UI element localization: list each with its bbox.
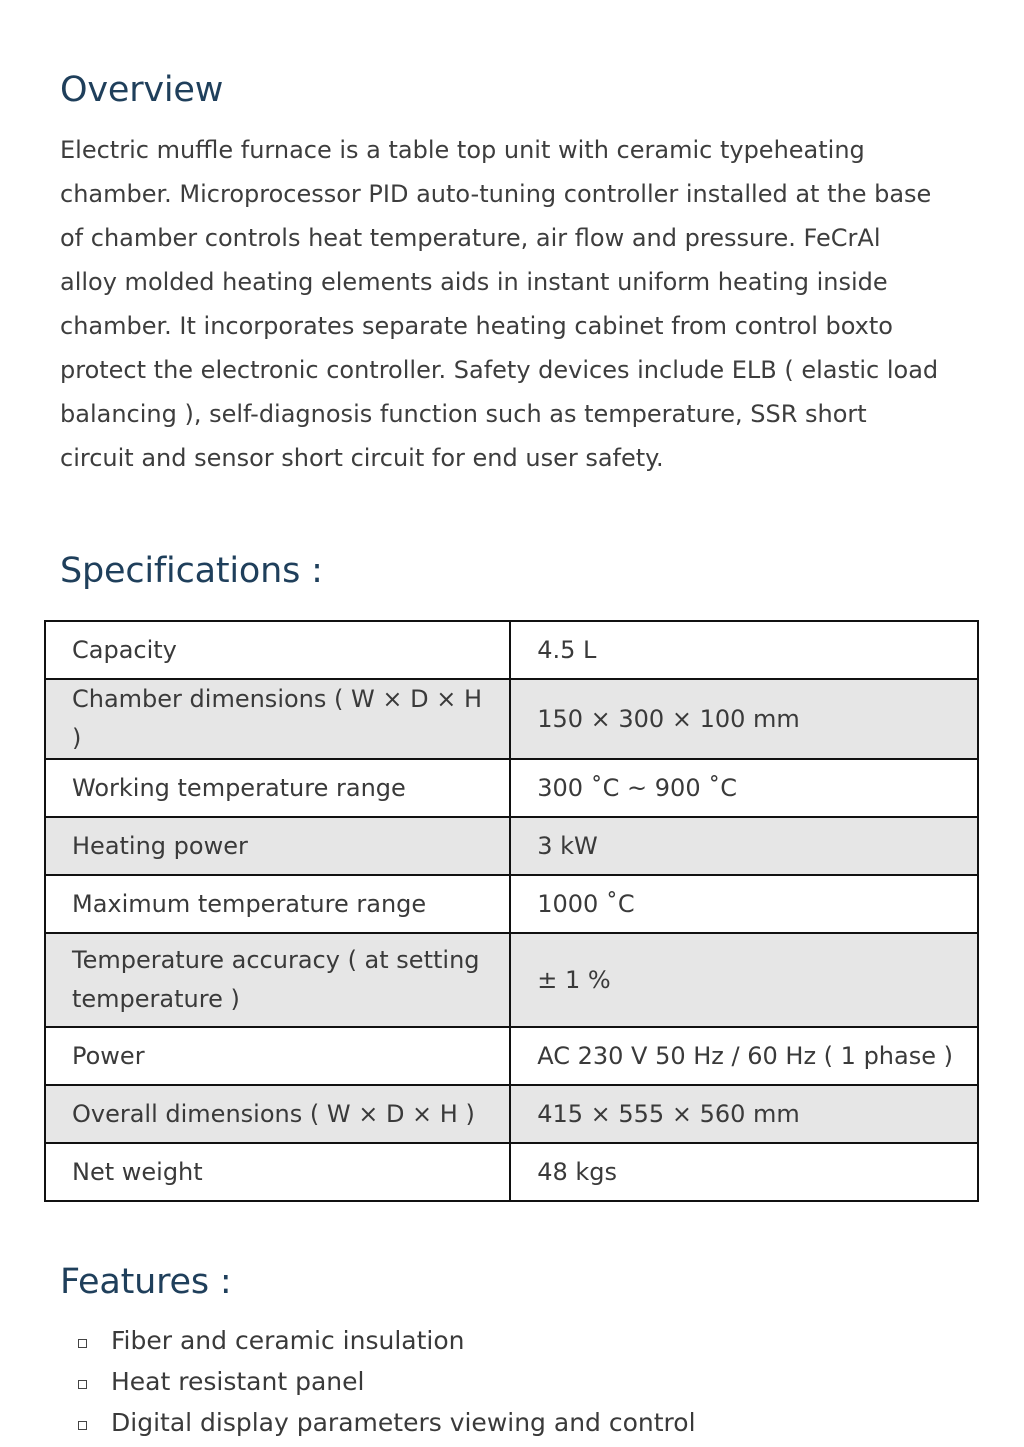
overview-line: of chamber controls heat temperature, air flow and pressure. FeCrAl	[60, 224, 881, 252]
feature-text: Fiber and ceramic insulation	[111, 1326, 465, 1355]
spec-label: Net weight	[45, 1143, 510, 1201]
table-row	[45, 759, 978, 817]
spec-label: Heating power	[45, 817, 510, 875]
list-item	[76, 1402, 696, 1443]
specifications-table	[44, 620, 979, 1202]
features-heading: Features :	[60, 1262, 232, 1302]
table-row	[45, 1027, 978, 1085]
table-row	[45, 1085, 978, 1143]
table-row	[45, 933, 978, 1027]
spec-value: 415 × 555 × 560 mm	[510, 1085, 978, 1143]
spec-label: Maximum temperature range	[45, 875, 510, 933]
spec-label-line: Temperature accuracy ( at setting	[72, 946, 480, 974]
spec-label-line: temperature )	[72, 985, 240, 1013]
spec-value: 300 ˚C ~ 900 ˚C	[510, 759, 978, 817]
table-row	[45, 875, 978, 933]
spec-label	[45, 933, 510, 1027]
overview-paragraph	[60, 128, 960, 480]
spec-label: Power	[45, 1027, 510, 1085]
overview-line: chamber. It incorporates separate heating cabinet from control boxto	[60, 312, 893, 340]
square-bullet-icon	[78, 1380, 87, 1389]
spec-value: 4.5 L	[510, 621, 978, 679]
spec-value: ± 1 %	[510, 933, 978, 1027]
list-item	[76, 1320, 696, 1361]
spec-label: Working temperature range	[45, 759, 510, 817]
square-bullet-icon	[78, 1421, 87, 1430]
overview-line: protect the electronic controller. Safety devices include ELB ( elastic load	[60, 356, 939, 384]
features-list	[76, 1320, 696, 1443]
overview-heading: Overview	[60, 70, 224, 110]
spec-value: 150 × 300 × 100 mm	[510, 679, 978, 759]
table-row	[45, 817, 978, 875]
overview-line: alloy molded heating elements aids in instant uniform heating inside	[60, 268, 888, 296]
table-row	[45, 1143, 978, 1201]
spec-value: AC 230 V 50 Hz / 60 Hz ( 1 phase )	[510, 1027, 978, 1085]
spec-label: Capacity	[45, 621, 510, 679]
spec-label: Overall dimensions ( W × D × H )	[45, 1085, 510, 1143]
specifications-heading: Specifications :	[60, 551, 323, 591]
spec-value: 1000 ˚C	[510, 875, 978, 933]
table-row	[45, 679, 978, 759]
feature-text: Digital display parameters viewing and control	[111, 1408, 696, 1437]
overview-line: Electric muffle furnace is a table top unit with ceramic typeheating	[60, 136, 865, 164]
overview-line: balancing ), self-diagnosis function such as temperature, SSR short	[60, 400, 867, 428]
spec-value: 3 kW	[510, 817, 978, 875]
list-item	[76, 1361, 696, 1402]
overview-line: circuit and sensor short circuit for end user safety.	[60, 444, 664, 472]
spec-label: Chamber dimensions ( W × D × H )	[45, 679, 510, 759]
overview-line: chamber. Microprocessor PID auto-tuning controller installed at the base	[60, 180, 932, 208]
spec-value: 48 kgs	[510, 1143, 978, 1201]
square-bullet-icon	[78, 1339, 87, 1348]
table-row	[45, 621, 978, 679]
feature-text: Heat resistant panel	[111, 1367, 365, 1396]
